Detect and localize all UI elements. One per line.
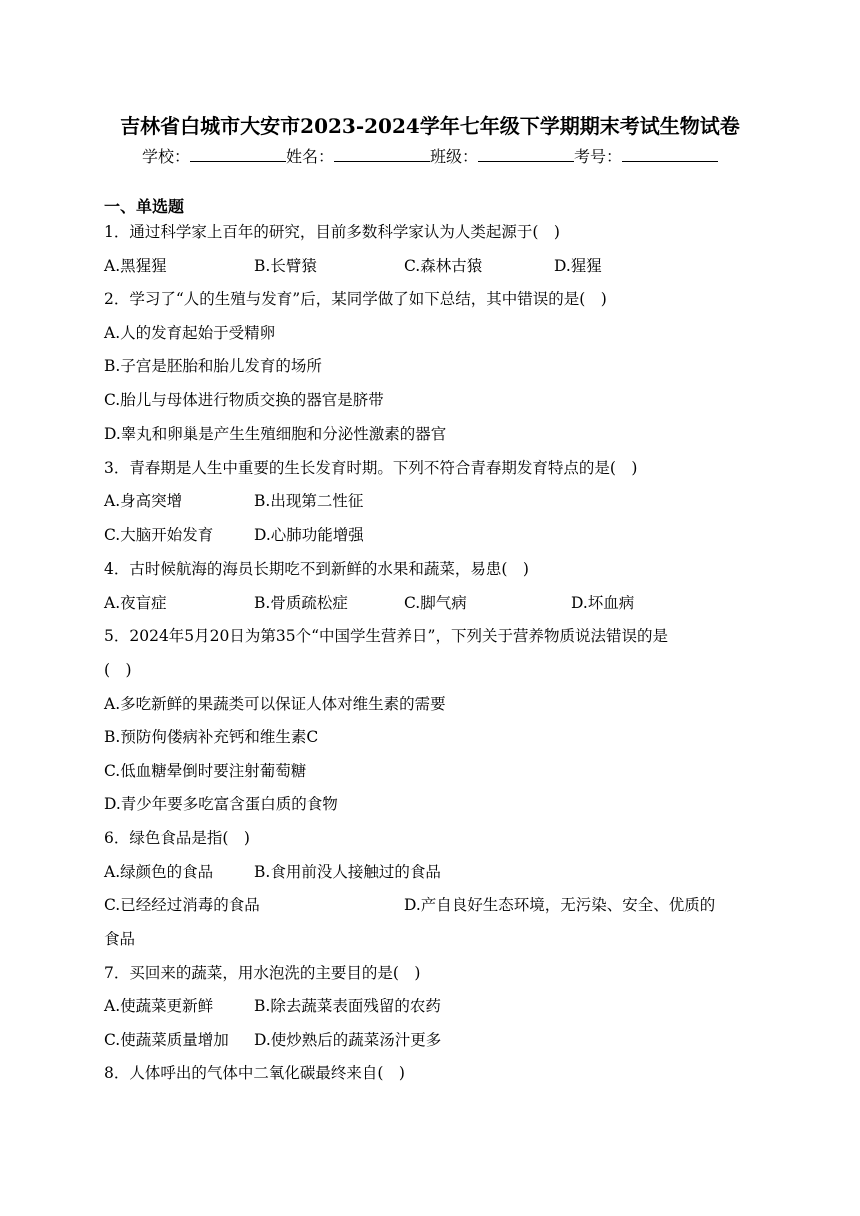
exam-no-blank — [622, 146, 718, 162]
question-7-option-c: C.使蔬菜质量增加 — [104, 1031, 229, 1049]
question-7-option-a: A.使蔬菜更新鲜 — [104, 997, 214, 1015]
question-2-option-d: D.睾丸和卵巢是产生生殖细胞和分泌性激素的器官 — [104, 425, 447, 443]
question-5-option-c: C.低血糖晕倒时要注射葡萄糖 — [104, 762, 307, 780]
question-4-option-c: C.脚气病 — [404, 594, 467, 612]
question-4-option-a: A.夜盲症 — [104, 594, 167, 612]
question-2-option-b: B.子宫是胚胎和胎儿发育的场所 — [104, 357, 322, 375]
question-1-option-b: B.长臂猿 — [254, 257, 317, 275]
question-5-option-b: B.预防佝偻病补充钙和维生素C — [104, 728, 319, 746]
question-1-option-d: D.猩猩 — [554, 257, 602, 275]
question-6-option-a: A.绿颜色的食品 — [104, 863, 214, 881]
question-1-option-a: A.黑猩猩 — [104, 257, 167, 275]
page-title: 吉林省白城市大安市2023-2024学年七年级下学期期末考试生物试卷 — [120, 114, 740, 138]
question-5-stem: 5．2024年5月20日为第35个“中国学生营养日”，下列关于营养物质说法错误的是 — [104, 627, 668, 645]
question-6-option-d: D.产自良好生态环境，无污染、安全、优质的 — [404, 896, 716, 914]
name-label: 姓名： — [285, 147, 334, 166]
question-3-stem: 3．青春期是人生中重要的生长发育时期。下列不符合青春期发育特点的是( ) — [104, 459, 638, 477]
class-blank — [478, 146, 574, 162]
question-6-stem: 6．绿色食品是指( ) — [104, 829, 250, 847]
question-7-option-b: B.除去蔬菜表面残留的农药 — [254, 997, 441, 1015]
question-7-option-d: D.使炒熟后的蔬菜汤汁更多 — [254, 1031, 442, 1049]
question-6-option-c: C.已经经过消毒的食品 — [104, 896, 260, 914]
section-title: 一、单选题 — [104, 197, 185, 216]
question-8-stem: 8．人体呼出的气体中二氧化碳最终来自( ) — [104, 1064, 405, 1082]
class-label: 班级： — [430, 147, 479, 166]
question-5-option-a: A.多吃新鲜的果蔬类可以保证人体对维生素的需要 — [104, 695, 446, 713]
question-4-option-d: D.坏血病 — [571, 594, 635, 612]
question-6-option-d-continued: 食品 — [104, 930, 136, 948]
question-3-option-b: B.出现第二性征 — [254, 492, 364, 510]
school-blank — [190, 146, 286, 162]
question-3-option-d: D.心肺功能增强 — [254, 526, 364, 544]
exam-no-label: 考号： — [574, 147, 623, 166]
question-7-stem: 7．买回来的蔬菜，用水泡洗的主要目的是( ) — [104, 964, 421, 982]
question-2-stem: 2．学习了“人的生殖与发育”后，某同学做了如下总结，其中错误的是( ) — [104, 290, 607, 308]
question-2-option-a: A.人的发育起始于受精卵 — [104, 324, 276, 342]
school-label: 学校： — [141, 147, 190, 166]
question-6-option-b: B.食用前没人接触过的食品 — [254, 863, 441, 881]
question-3-option-c: C.大脑开始发育 — [104, 526, 214, 544]
name-blank — [334, 146, 430, 162]
question-4-stem: 4．古时候航海的海员长期吃不到新鲜的水果和蔬菜，易患( ) — [104, 560, 529, 578]
question-2-option-c: C.胎儿与母体进行物质交换的器官是脐带 — [104, 391, 384, 409]
question-1-stem: 1．通过科学家上百年的研究，目前多数科学家认为人类起源于( ) — [104, 223, 560, 241]
question-3-option-a: A.身高突增 — [104, 492, 183, 510]
question-1-option-c: C.森林古猿 — [404, 257, 483, 275]
question-5-stem-continued: ( ) — [104, 661, 132, 679]
student-info-line — [0, 146, 860, 168]
question-5-option-d: D.青少年要多吃富含蛋白质的食物 — [104, 795, 338, 813]
question-4-option-b: B.骨质疏松症 — [254, 594, 348, 612]
